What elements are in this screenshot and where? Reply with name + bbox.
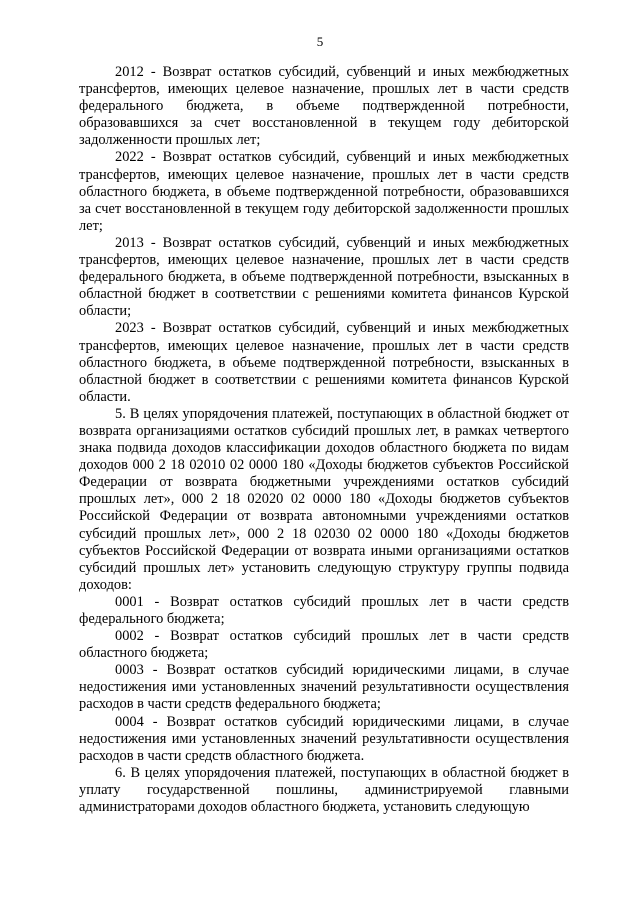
paragraph-code-0003: 0003 - Возврат остатков субсидий юридическими лицами, в случае недостижения ими установленных значений результативности осуществления расходов в части средств федерального бюджета; (79, 662, 569, 713)
paragraph-code-2022: 2022 - Возврат остатков субсидий, субвенций и иных межбюджетных трансфертов, имеющих целевое назначение, прошлых лет в части средств областного бюджета, в объеме подтвержденной потребности, образовавшихся за счет восстановленной в текущем году дебиторской задолженности прошлых лет; (79, 149, 569, 234)
paragraph-code-2023: 2023 - Возврат остатков субсидий, субвенций и иных межбюджетных трансфертов, имеющих целевое назначение, прошлых лет в части средств областного бюджета, в объеме подтвержденной потребности, взысканных в областной бюджет в соответствии с решениями комитета финансов Курской области. (79, 320, 569, 405)
paragraph-code-0004: 0004 - Возврат остатков субсидий юридическими лицами, в случае недостижения ими установленных значений результативности осуществления расходов в части средств областного бюджета. (79, 713, 569, 764)
paragraph-code-0002: 0002 - Возврат остатков субсидий прошлых лет в части средств областного бюджета; (79, 628, 569, 662)
paragraph-code-2012: 2012 - Возврат остатков субсидий, субвенций и иных межбюджетных трансфертов, имеющих целевое назначение, прошлых лет в части средств федерального бюджета, в объеме подтвержденной потребности, образовавшихся за счет восстановленной в текущем году дебиторской задолженности прошлых лет; (79, 64, 569, 149)
document-body (79, 64, 569, 816)
paragraph-item-5: 5. В целях упорядочения платежей, поступающих в областной бюджет от возврата организациями остатков субсидий прошлых лет, в рамках четвертого знака подвида доходов классификации доходов областного бюджета по видам доходов 000 2 18 02010 02 0000 180 «Доходы бюджетов субъектов Российской Федерации от возврата бюджетными учреждениями остатков субсидий прошлых лет», 000 2 18 02020 02 0000 180 «Доходы бюджетов субъектов Российской Федерации от возврата автономными учреждениями остатков субсидий прошлых лет», 000 2 18 02030 02 0000 180 «Доходы бюджетов субъектов Российской Федерации от возврата иными организациями остатков субсидий прошлых лет» установить следующую структуру группы подвида доходов: (79, 405, 569, 593)
paragraph-item-6: 6. В целях упорядочения платежей, поступающих в областной бюджет в уплату государственной пошлины, администрируемой главными администраторами доходов областного бюджета, установить следующую (79, 764, 569, 816)
paragraph-code-2013: 2013 - Возврат остатков субсидий, субвенций и иных межбюджетных трансфертов, имеющих целевое назначение, прошлых лет в части средств федерального бюджета, в объеме подтвержденной потребности, взысканных в областной бюджет в соответствии с решениями комитета финансов Курской области; (79, 234, 569, 320)
page-number: 5 (316, 34, 324, 49)
paragraph-code-0001: 0001 - Возврат остатков субсидий прошлых лет в части средств федерального бюджета; (79, 593, 569, 627)
